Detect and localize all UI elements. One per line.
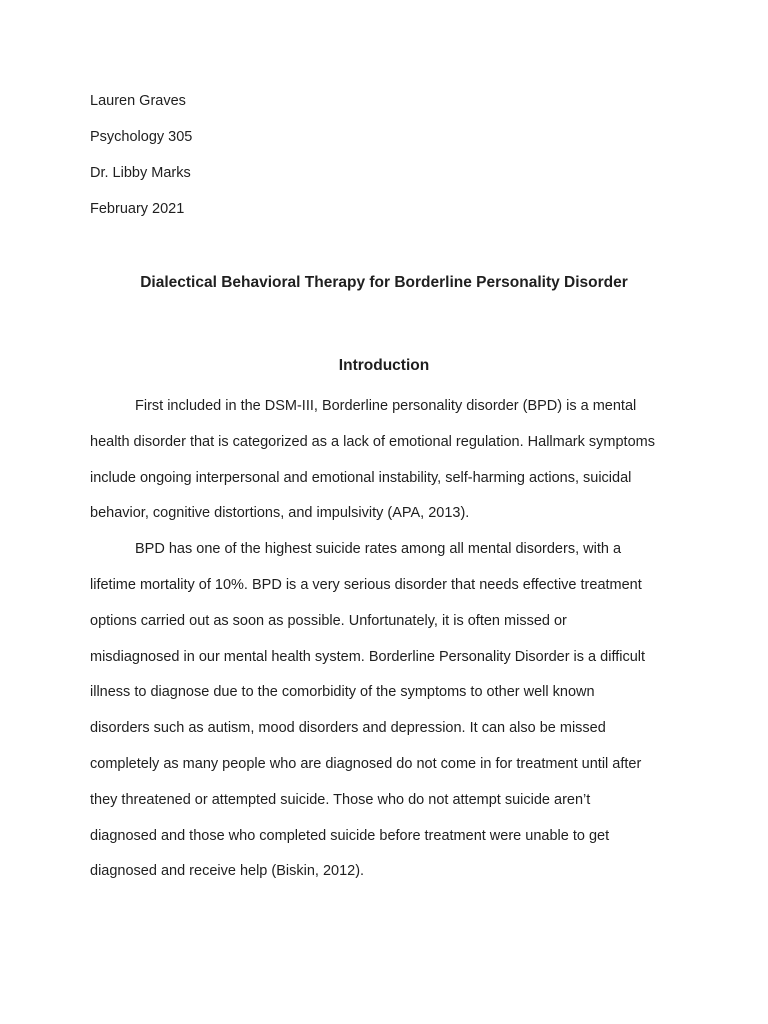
paragraph-line: health disorder that is categorized as a lack of emotional regulation. Hallmark symptoms bbox=[90, 433, 655, 450]
paragraph-line: lifetime mortality of 10%. BPD is a very serious disorder that needs effective treatment bbox=[90, 576, 642, 593]
paragraph-line: options carried out as soon as possible. Unfortunately, it is often missed or bbox=[90, 612, 567, 629]
paragraph-line: completely as many people who are diagnosed do not come in for treatment until after bbox=[90, 755, 642, 772]
paragraph bbox=[90, 532, 710, 890]
paragraph-line: diagnosed and receive help (Biskin, 2012). bbox=[90, 863, 365, 880]
document-date: February 2021 bbox=[90, 201, 185, 217]
section-heading: Introduction bbox=[338, 357, 430, 374]
document-title: Dialectical Behavioral Therapy for Borderline Personality Disorder bbox=[140, 274, 628, 291]
paragraph-line: misdiagnosed in our mental health system. Borderline Personality Disorder is a difficult bbox=[90, 648, 646, 665]
instructor-name: Dr. Libby Marks bbox=[90, 165, 191, 181]
paragraph-line: include ongoing interpersonal and emotional instability, self-harming actions, suicidal bbox=[90, 469, 632, 486]
paragraph-line: First included in the DSM-III, Borderline personality disorder (BPD) is a mental bbox=[135, 398, 637, 414]
body-text bbox=[90, 389, 710, 890]
paragraph-line: they threatened or attempted suicide. Those who do not attempt suicide aren’t bbox=[90, 791, 591, 808]
paragraph-line: disorders such as autism, mood disorders and depression. It can also be missed bbox=[90, 720, 606, 737]
paragraph bbox=[90, 389, 710, 532]
paragraph-line: BPD has one of the highest suicide rates among all mental disorders, with a bbox=[135, 541, 622, 558]
paragraph-line: illness to diagnose due to the comorbidity of the symptoms to other well known bbox=[90, 684, 595, 701]
paragraph-line: diagnosed and those who completed suicide before treatment were unable to get bbox=[90, 827, 610, 844]
paragraph-line: behavior, cognitive distortions, and impulsivity (APA, 2013). bbox=[90, 505, 470, 522]
author-name: Lauren Graves bbox=[90, 93, 186, 109]
course-name: Psychology 305 bbox=[90, 129, 193, 145]
document-header bbox=[90, 83, 690, 227]
